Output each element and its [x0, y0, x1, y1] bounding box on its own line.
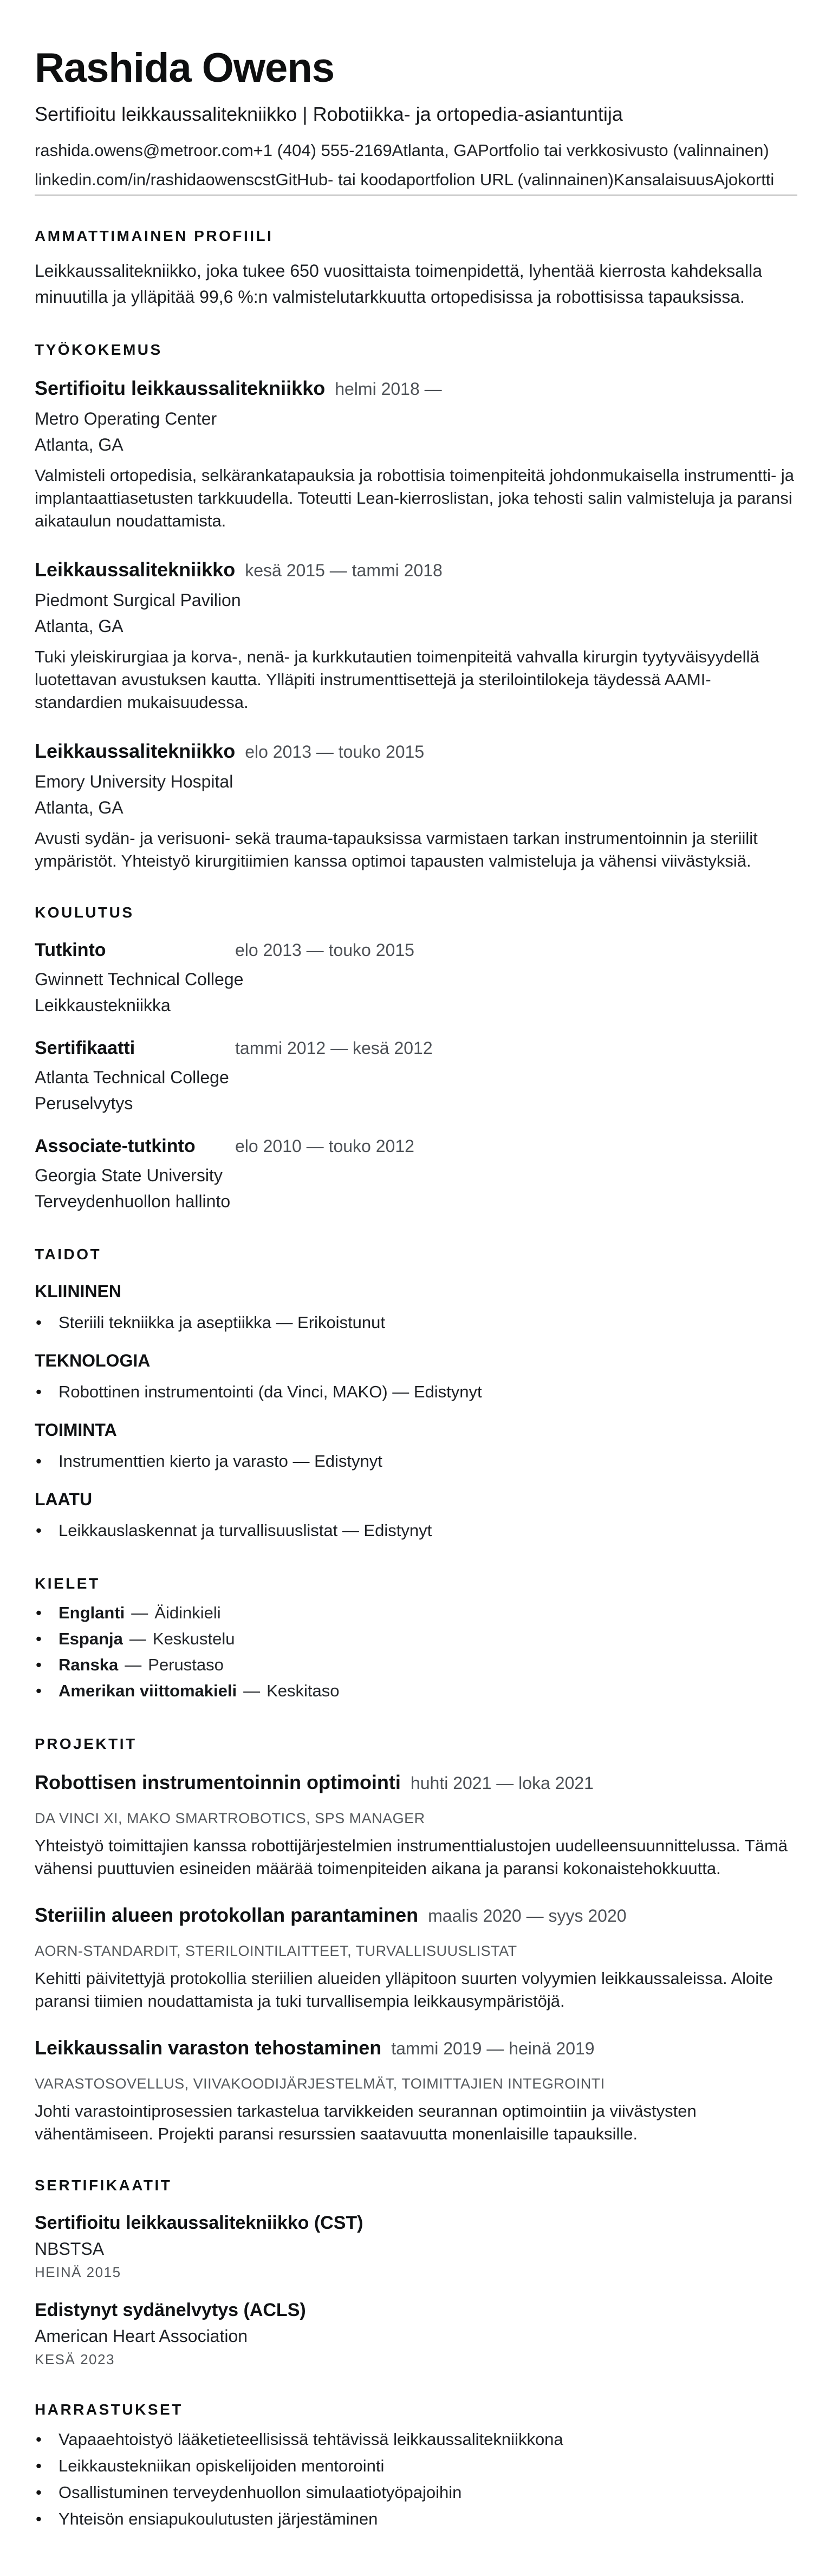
language-level: Keskitaso — [266, 1681, 340, 1700]
project-heading-row — [35, 2034, 797, 2065]
bullet-icon: • — [36, 2456, 42, 2475]
contact-location: Atlanta, GA — [392, 141, 478, 160]
education-school: Georgia State University — [35, 1166, 223, 1185]
language-item — [35, 1678, 797, 1704]
hobby-item — [35, 2426, 797, 2453]
resume-headline: Sertifioitu leikkaussalitekniikko | Robotiikka- ja ortopedia-asiantuntija — [35, 103, 623, 125]
contact-row-1 — [35, 136, 797, 165]
project-heading-row — [35, 1902, 797, 1933]
job-location: Atlanta, GA — [35, 798, 123, 817]
skill-item — [35, 1310, 797, 1336]
certification-issuer: NBSTSA — [35, 2239, 105, 2259]
job-company: Piedmont Surgical Pavilion — [35, 590, 241, 610]
education-date: elo 2013 — touko 2015 — [235, 940, 414, 960]
section-hobbies — [35, 2400, 797, 2532]
project-tech: AORN-STANDARDIT, STERILOINTILAITTEET, TURVALLISUUSLISTAT — [35, 1943, 517, 1959]
project-date: tammi 2019 — heinä 2019 — [391, 2039, 595, 2058]
job-description: Avusti sydän- ja verisuoni- sekä trauma-tapauksissa varmistaen tarkan instrumentoinnin ja steriilit ympäristöt. Yhteistyö kirurgitiimien kanssa optimoi tapausten valmisteluja ja vähensi viivästyksiä. — [35, 829, 758, 870]
section-experience — [35, 340, 797, 873]
contact-email: rashida.owens@metroor.com — [35, 141, 253, 160]
bullet-icon: • — [36, 1629, 42, 1648]
skill-list — [35, 1310, 797, 1336]
resume-name: Rashida Owens — [35, 45, 334, 91]
education-heading-row — [35, 938, 797, 966]
education-degree: Associate-tutkinto — [35, 1136, 196, 1156]
language-item — [35, 1652, 797, 1678]
job-heading-row — [35, 556, 797, 587]
job-company: Emory University Hospital — [35, 772, 233, 791]
certification-entry — [35, 2210, 797, 2282]
skill-item — [35, 1379, 797, 1405]
project-title: Leikkaussalin varaston tehostaminen — [35, 2037, 382, 2059]
bullet-icon: • — [36, 2483, 42, 2502]
job-date: helmi 2018 — — [335, 379, 442, 399]
section-projects — [35, 1734, 797, 2145]
hobby-list — [35, 2426, 797, 2532]
skill-item — [35, 1448, 797, 1474]
hobby-text: Osallistuminen terveydenhuollon simulaatiotyöpajoihin — [58, 2483, 462, 2502]
section-heading-hobbies: HARRASTUKSET — [35, 2401, 183, 2418]
section-skills — [35, 1245, 797, 1544]
contact-portfolio-placeholder: Portfolio tai verkkosivusto (valinnainen) — [478, 141, 769, 160]
contact-phone: +1 (404) 555-2169 — [253, 141, 392, 160]
skill-list — [35, 1379, 797, 1405]
certification-name: Edistynyt sydänelvytys (ACLS) — [35, 2300, 306, 2320]
skill-text: Leikkauslaskennat ja turvallisuuslistat — Edistynyt — [58, 1521, 432, 1540]
education-date: tammi 2012 — kesä 2012 — [235, 1038, 433, 1058]
dash-separator: — — [243, 1681, 261, 1700]
section-certifications — [35, 2176, 797, 2370]
section-heading-certifications: SERTIFIKAATIT — [35, 2177, 172, 2194]
section-heading-projects: PROJEKTIT — [35, 1735, 137, 1752]
divider — [35, 194, 797, 196]
section-heading-experience: TYÖKOKEMUS — [35, 341, 162, 358]
bullet-icon: • — [36, 2509, 42, 2528]
language-text — [58, 1629, 235, 1648]
education-degree: Sertifikaatti — [35, 1038, 135, 1058]
education-field: Peruselvytys — [35, 1094, 133, 1113]
education-entry — [35, 938, 797, 1018]
certification-entry — [35, 2298, 797, 2370]
language-name: Espanja — [58, 1629, 123, 1648]
project-title: Robottisen instrumentoinnin optimointi — [35, 1771, 401, 1793]
hobby-item — [35, 2479, 797, 2506]
job-description: Valmisteli ortopedisia, selkärankatapauksia ja robottisia toimenpiteitä johdonmukaisella instrumentti- ja implantaattiasetusten tarkkuudella. Toteutti Lean-kierroslistan, joka tehosti salin valmisteluja ja paransi aikataulun noudattamista. — [35, 466, 795, 530]
job-date: kesä 2015 — tammi 2018 — [245, 561, 443, 580]
section-heading-skills: TAIDOT — [35, 1246, 102, 1263]
bullet-icon: • — [36, 1655, 42, 1674]
language-level: Perustaso — [148, 1655, 224, 1674]
bullet-icon: • — [36, 1521, 42, 1540]
hobby-text: Vapaaehtoistyö lääketieteellisissä tehtävissä leikkaussalitekniikkona — [58, 2430, 563, 2449]
education-entry — [35, 1036, 797, 1116]
project-date: maalis 2020 — syys 2020 — [428, 1906, 627, 1926]
skill-category: LAATU — [35, 1489, 93, 1509]
bullet-icon: • — [36, 1382, 42, 1401]
project-heading-row — [35, 1769, 797, 1800]
skill-category: TEKNOLOGIA — [35, 1351, 151, 1370]
project-entry — [35, 1769, 797, 1880]
bullet-icon: • — [36, 1313, 42, 1332]
contact-license-label: Ajokortti — [713, 170, 775, 189]
dash-separator: — — [131, 1603, 148, 1622]
language-list — [35, 1600, 797, 1704]
hobby-text: Yhteisön ensiapukoulutusten järjestäminen — [58, 2509, 378, 2528]
language-name: Amerikan viittomakieli — [58, 1681, 237, 1700]
job-entry — [35, 556, 797, 714]
language-item — [35, 1626, 797, 1652]
skill-text: Robottinen instrumentointi (da Vinci, MAKO) — Edistynyt — [58, 1382, 482, 1401]
contact-citizenship-label: Kansalaisuus — [613, 170, 714, 189]
contact-github-placeholder: GitHub- tai koodaportfolion URL (valinnainen) — [275, 170, 614, 189]
contact-linkedin: linkedin.com/in/rashidaowenscst — [35, 170, 276, 189]
project-entry — [35, 1902, 797, 2013]
project-tech: DA VINCI XI, MAKO SMARTROBOTICS, SPS MANAGER — [35, 1810, 425, 1826]
certification-date: HEINÄ 2015 — [35, 2264, 121, 2280]
job-title: Leikkaussalitekniikko — [35, 740, 236, 762]
education-heading-row — [35, 1036, 797, 1064]
skill-list — [35, 1518, 797, 1544]
project-description: Yhteistyö toimittajien kanssa robottijärjestelmien instrumenttialustojen uudelleensuunnittelussa. Tämä vähensi puuttuvien esineiden määrää toimenpiteiden aikana ja paransi kokonaistehokkuutta. — [35, 1836, 788, 1878]
education-field: Terveydenhuollon hallinto — [35, 1192, 231, 1211]
job-heading-row — [35, 375, 797, 406]
project-description: Kehitti päivitettyjä protokollia steriilien alueiden ylläpitoon suurten volyymien leikkaussaleissa. Aloite paransi tiimien noudattamista ja tuki turvallisempia leikkausympäristöjä. — [35, 1969, 774, 2011]
project-entry — [35, 2034, 797, 2145]
job-title: Leikkaussalitekniikko — [35, 558, 236, 581]
certification-name: Sertifioitu leikkaussalitekniikko (CST) — [35, 2213, 363, 2233]
resume-document — [35, 45, 797, 2532]
hobby-text: Leikkaustekniikan opiskelijoiden mentorointi — [58, 2456, 385, 2475]
job-entry — [35, 375, 797, 532]
language-name: Ranska — [58, 1655, 119, 1674]
section-heading-languages: KIELET — [35, 1575, 100, 1592]
language-text — [58, 1681, 339, 1700]
job-entry — [35, 738, 797, 873]
project-title: Steriilin alueen protokollan parantaminen — [35, 1904, 419, 1926]
dash-separator: — — [129, 1629, 146, 1648]
language-item — [35, 1600, 797, 1626]
project-description: Johti varastointiprosessien tarkastelua tarvikkeiden seurannan optimointiin ja viivästysten vähentämiseen. Projekti paransi resurssien saatavuutta monenlaisille tapauksille. — [35, 2102, 697, 2143]
skill-category: KLIININEN — [35, 1282, 121, 1301]
language-level: Keskustelu — [152, 1629, 235, 1648]
section-languages — [35, 1574, 797, 1704]
job-date: elo 2013 — touko 2015 — [245, 742, 425, 762]
profile-text: Leikkaussalitekniikko, joka tukee 650 vuosittaista toimenpidettä, lyhentää kierrosta kahdeksalla minuutilla ja ylläpitää 99,6 %:n valmistelutarkkuutta ortopedisissa ja robottisissa tapauksissa. — [35, 261, 762, 307]
skill-list — [35, 1448, 797, 1474]
language-text — [58, 1603, 221, 1622]
language-name: Englanti — [58, 1603, 125, 1622]
job-company: Metro Operating Center — [35, 409, 217, 428]
language-level: Äidinkieli — [154, 1603, 221, 1622]
job-location: Atlanta, GA — [35, 616, 123, 636]
bullet-icon: • — [36, 1681, 42, 1700]
skill-item — [35, 1518, 797, 1544]
skill-category: TOIMINTA — [35, 1420, 117, 1440]
hobby-item — [35, 2453, 797, 2479]
job-title: Sertifioitu leikkaussalitekniikko — [35, 377, 326, 399]
section-profile — [35, 226, 797, 310]
section-heading-education: KOULUTUS — [35, 904, 134, 921]
bullet-icon: • — [36, 2430, 42, 2449]
education-degree: Tutkinto — [35, 940, 106, 960]
hobby-item — [35, 2506, 797, 2532]
certification-date: KESÄ 2023 — [35, 2351, 115, 2367]
education-school: Gwinnett Technical College — [35, 970, 244, 989]
education-date: elo 2010 — touko 2012 — [235, 1136, 414, 1156]
section-heading-profile: AMMATTIMAINEN PROFIILI — [35, 227, 274, 244]
bullet-icon: • — [36, 1452, 42, 1471]
skill-text: Steriili tekniikka ja aseptiikka — Erikoistunut — [58, 1313, 386, 1332]
job-heading-row — [35, 738, 797, 769]
contact-row-2 — [35, 165, 797, 194]
job-description: Tuki yleiskirurgiaa ja korva-, nenä- ja kurkkutautien toimenpiteitä vahvalla kirurgin tyytyväisyydellä luotettavan avustuksen kautta. Ylläpiti instrumenttisettejä ja sterilointilokeja täydessä AAMI-standardien mukaisuudessa. — [35, 647, 759, 712]
project-tech: VARASTOSOVELLUS, VIIVAKOODIJÄRJESTELMÄT, TOIMITTAJIEN INTEGROINTI — [35, 2076, 605, 2092]
section-education — [35, 903, 797, 1214]
skill-text: Instrumenttien kierto ja varasto — Edistynyt — [58, 1452, 382, 1471]
bullet-icon: • — [36, 1603, 42, 1622]
education-school: Atlanta Technical College — [35, 1068, 229, 1087]
education-entry — [35, 1134, 797, 1214]
job-location: Atlanta, GA — [35, 435, 123, 454]
language-text — [58, 1655, 224, 1674]
project-date: huhti 2021 — loka 2021 — [410, 1773, 594, 1793]
contact-info — [35, 136, 797, 194]
education-heading-row — [35, 1134, 797, 1162]
certification-issuer: American Heart Association — [35, 2326, 248, 2346]
dash-separator: — — [125, 1655, 142, 1674]
education-field: Leikkaustekniikka — [35, 996, 171, 1015]
